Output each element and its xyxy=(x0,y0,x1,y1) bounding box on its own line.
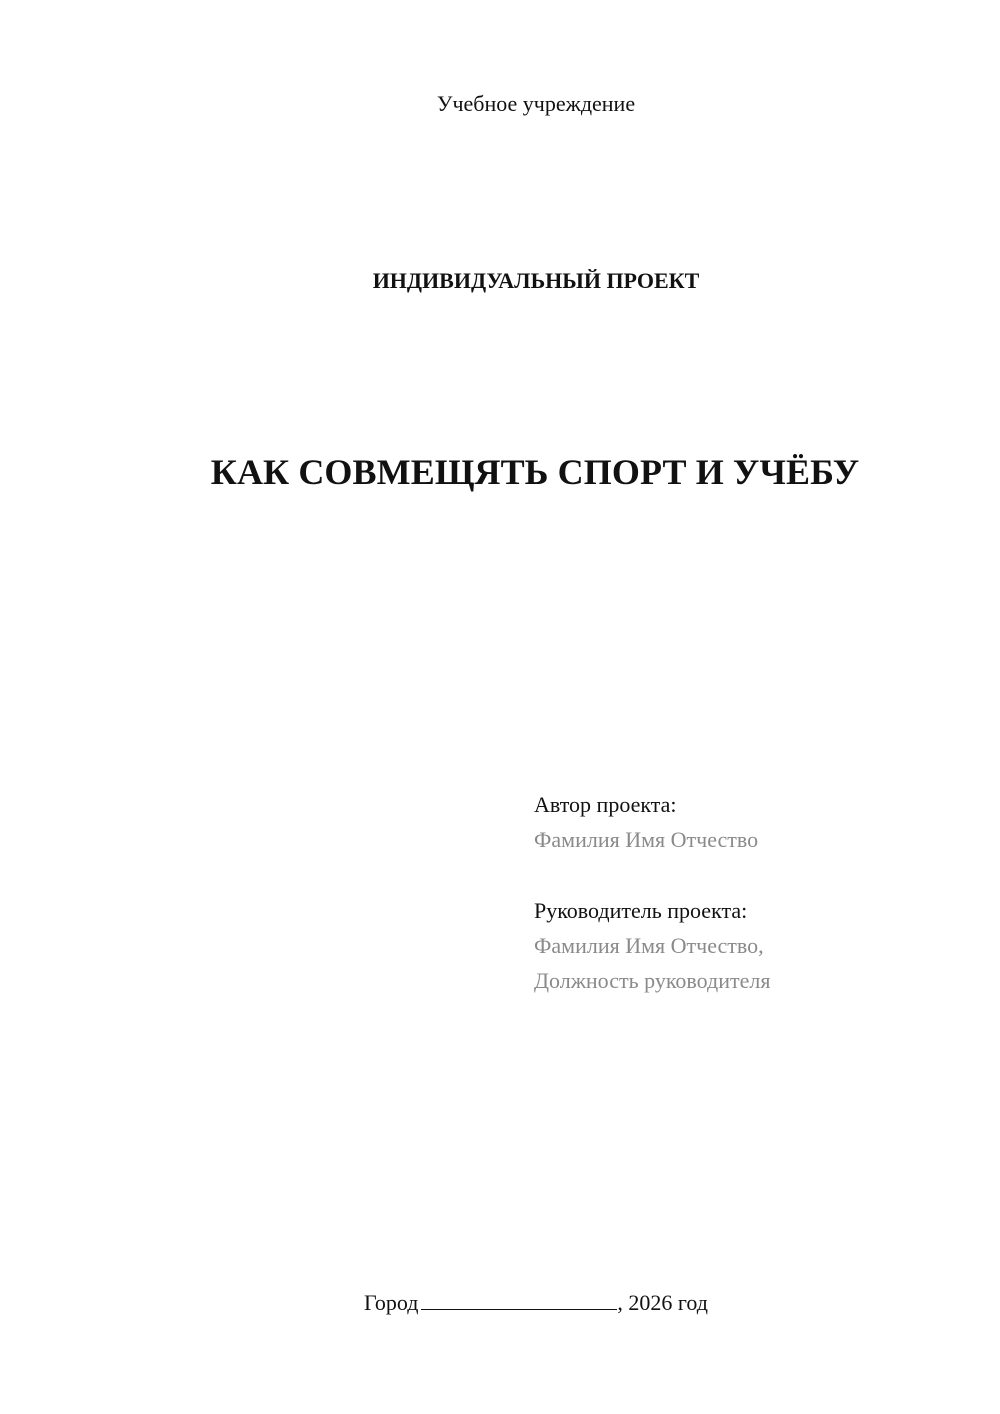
project-type-heading: ИНДИВИДУАЛЬНЫЙ ПРОЕКТ xyxy=(372,268,700,293)
city-label: Город xyxy=(364,1290,419,1315)
info-spacer xyxy=(534,857,974,893)
author-label: Автор проекта: xyxy=(534,792,677,817)
supervisor-position-placeholder: Должность руководителя xyxy=(534,968,771,993)
project-info-block xyxy=(534,787,974,998)
city-year-line xyxy=(0,1290,1000,1316)
year-text: , 2026 год xyxy=(617,1290,708,1315)
institution-name: Учебное учреждение xyxy=(436,91,636,116)
city-blank-line xyxy=(421,1291,617,1310)
supervisor-label: Руководитель проекта: xyxy=(534,898,748,923)
supervisor-name-placeholder: Фамилия Имя Отчество, xyxy=(534,933,764,958)
project-title: КАК СОВМЕЩЯТЬ СПОРТ И УЧЁБУ xyxy=(210,452,860,492)
author-name-placeholder: Фамилия Имя Отчество xyxy=(534,827,759,852)
